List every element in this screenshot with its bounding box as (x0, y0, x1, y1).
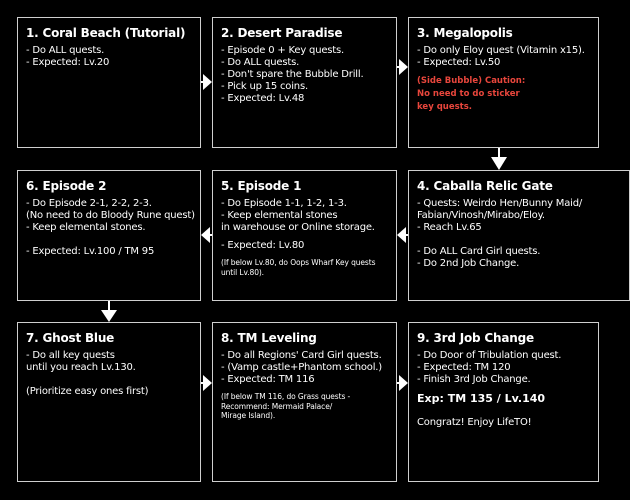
step-title: 3. Megalopolis (417, 26, 513, 40)
step-line: - Do all Regions' Card Girl quests. (221, 350, 382, 361)
step-line: - Expected: Lv.100 / TM 95 (26, 246, 155, 257)
step-line: - Expected: Lv.20 (26, 57, 110, 68)
step-title: 2. Desert Paradise (221, 26, 343, 40)
arrow-head-right-icon (203, 375, 212, 391)
closing-message: Congratz! Enjoy LifeTO! (417, 417, 532, 428)
step-note: (If below TM 116, do Grass quests - (221, 392, 351, 401)
arrow-head-left-icon (397, 227, 406, 243)
arrow-head-right-icon (203, 74, 212, 90)
step-line: - Do ALL quests. (26, 45, 105, 56)
step-line: Fabian/Vinosh/Mirabo/Eloy. (417, 210, 545, 221)
step-title: 6. Episode 2 (26, 179, 107, 193)
step-title: 7. Ghost Blue (26, 331, 115, 345)
step-note: Mirage Island). (221, 411, 276, 420)
final-expectation: Exp: TM 135 / Lv.140 (417, 392, 546, 405)
caution-note: key quests. (417, 102, 473, 112)
step-line: - Episode 0 + Key quests. (221, 45, 345, 56)
step-line: (Prioritize easy ones first) (26, 386, 149, 397)
step-line: - Quests: Weirdo Hen/Bunny Maid/ (417, 198, 583, 209)
step-note: (If below Lv.80, do Oops Wharf Key quests (221, 258, 376, 267)
step-line: - Do 2nd Job Change. (417, 258, 520, 269)
step-title: 4. Caballa Relic Gate (417, 179, 553, 193)
step-line: - (Vamp castle+Phantom school.) (221, 362, 382, 373)
step-line: - Reach Lv.65 (417, 222, 482, 233)
step-note: until Lv.80). (221, 267, 264, 277)
arrow-head-down-icon (491, 157, 507, 170)
step-line: - Do Episode 2-1, 2-2, 2-3. (26, 198, 152, 209)
step-line: - Finish 3rd Job Change. (417, 374, 531, 385)
step-line: - Don't spare the Bubble Drill. (221, 69, 364, 80)
step-line: - Expected: Lv.80 (221, 240, 305, 251)
step-line: - Do Episode 1-1, 1-2, 1-3. (221, 198, 347, 209)
caution-note: No need to do sticker (417, 89, 520, 99)
step-title: 1. Coral Beach (Tutorial) (26, 26, 186, 40)
step-line: (No need to do Bloody Rune quest) (26, 210, 195, 221)
step-title: 9. 3rd Job Change (417, 331, 534, 345)
step-line: - Do ALL quests. (221, 57, 300, 68)
step-line: - Do ALL Card Girl quests. (417, 246, 541, 257)
step-line: until you reach Lv.130. (26, 362, 136, 373)
step-line: - Do only Eloy quest (Vitamin x15). (417, 45, 585, 56)
arrow-head-right-icon (399, 375, 408, 391)
step-line: - Pick up 15 coins. (221, 81, 308, 92)
step-line: - Keep elemental stones (221, 210, 338, 221)
arrow-head-down-icon (101, 310, 117, 322)
step-title: 5. Episode 1 (221, 179, 302, 193)
step-line: in warehouse or Online storage. (221, 222, 375, 233)
caution-note: (Side Bubble) Caution: (417, 76, 526, 86)
arrow-head-right-icon (399, 59, 408, 75)
step-note: Recommend: Mermaid Palace/ (221, 401, 333, 411)
step-line: - Expected: Lv.50 (417, 57, 501, 68)
step-line: - Do Door of Tribulation quest. (417, 350, 562, 361)
step-line: - Keep elemental stones. (26, 222, 146, 233)
arrow-head-left-icon (201, 227, 210, 243)
step-line: - Expected: Lv.48 (221, 93, 305, 104)
step-line: - Do all key quests (26, 350, 115, 361)
step-title: 8. TM Leveling (221, 331, 317, 345)
step-line: - Expected: TM 120 (417, 362, 511, 373)
step-line: - Expected: TM 116 (221, 374, 315, 385)
